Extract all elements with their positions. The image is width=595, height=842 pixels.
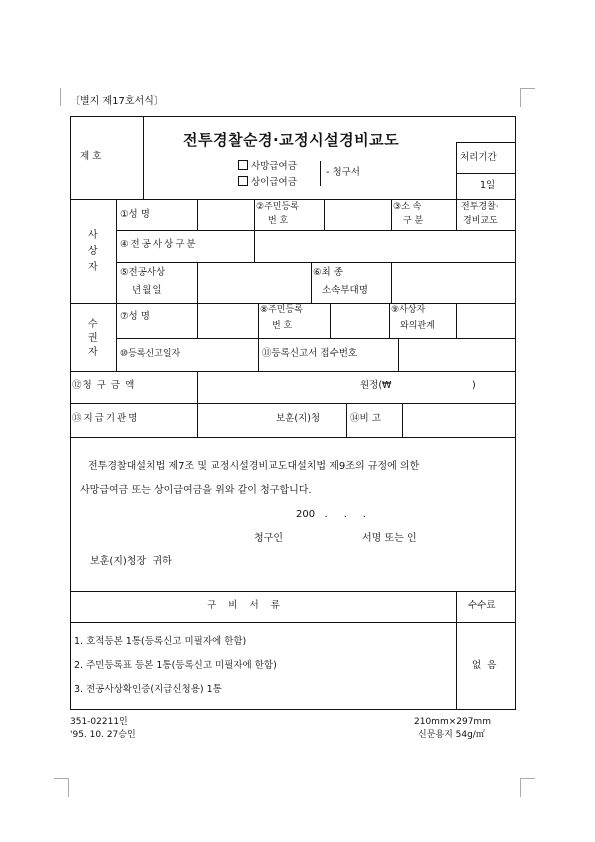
option-bracket bbox=[320, 161, 321, 186]
rule bbox=[70, 199, 516, 200]
rule bbox=[311, 262, 312, 303]
option-death-benefit[interactable]: 사망급여금 bbox=[238, 160, 297, 173]
applicant-section-label: 사상자 bbox=[88, 230, 98, 273]
claim-amount-label: ⑫청 구 금 액 bbox=[72, 380, 136, 391]
footer-paper: 신문용지 54g/㎡ bbox=[418, 730, 485, 740]
fee-value: 없 음 bbox=[472, 660, 497, 671]
casualty-type-label: ④전공사상구분 bbox=[120, 239, 198, 250]
fee-label: 수수료 bbox=[468, 600, 496, 611]
rule bbox=[391, 199, 392, 230]
rule bbox=[456, 142, 516, 143]
documents-header: 구 비 서 류 bbox=[207, 600, 280, 611]
crop-mark-bottom-right bbox=[520, 778, 535, 797]
applicant-affiliation-value: 전투경찰· bbox=[461, 202, 499, 212]
rule bbox=[258, 338, 259, 371]
rule bbox=[456, 591, 457, 710]
rule bbox=[70, 403, 516, 404]
rule bbox=[116, 199, 117, 371]
rule bbox=[70, 437, 516, 438]
applicant-affiliation-label: ③소 속 bbox=[393, 202, 422, 212]
rule bbox=[324, 199, 325, 230]
rule bbox=[70, 622, 516, 623]
rule bbox=[391, 262, 392, 303]
document-item: 2. 주민등록표 등본 1통(등록신고 미필자에 한함) bbox=[74, 660, 277, 671]
applicant-rrn-label-2: 번 호 bbox=[268, 216, 289, 226]
applicant-rrn-label: ②주민등록 bbox=[256, 202, 299, 212]
rule bbox=[116, 262, 516, 263]
rule bbox=[330, 303, 331, 338]
applicant-affiliation-value-2: 경비교도 bbox=[463, 216, 498, 226]
rule bbox=[456, 173, 516, 174]
crop-mark-top-right bbox=[520, 88, 535, 107]
rule bbox=[456, 142, 457, 199]
claim-amount-value: 원정(₩ bbox=[360, 380, 392, 391]
rule bbox=[402, 403, 403, 437]
agency-value: 보훈(지)청 bbox=[276, 413, 321, 424]
addressee: 보훈(지)청장 귀하 bbox=[90, 556, 172, 567]
form-number-label: 〔별지 제17호서식〕 bbox=[70, 96, 164, 107]
rule bbox=[389, 303, 390, 338]
rule bbox=[70, 371, 516, 372]
processing-period-value: 1일 bbox=[480, 180, 496, 191]
applicant-name-label: ①성 명 bbox=[120, 209, 150, 220]
checkbox-icon bbox=[238, 176, 248, 186]
crop-mark-top-left bbox=[60, 88, 69, 106]
rule bbox=[143, 116, 144, 199]
rule bbox=[197, 371, 198, 437]
final-unit-label-2: 소속부대명 bbox=[322, 285, 368, 296]
rule bbox=[197, 303, 198, 338]
document-item: 1. 호적등본 1통(등록신고 미필자에 한함) bbox=[74, 636, 247, 647]
footer-size: 210mm×297mm bbox=[414, 717, 491, 727]
final-unit-label: ⑥최 종 bbox=[313, 267, 343, 278]
claimant-label: 청구인 bbox=[254, 533, 283, 544]
report-date-label: ⑩등록신고일자 bbox=[120, 349, 181, 359]
agency-label: ⑬지급기관명 bbox=[72, 413, 140, 424]
recipient-rrn-label-2: 번 호 bbox=[272, 321, 293, 331]
option-injury-benefit[interactable]: 상이급여금 bbox=[238, 176, 297, 189]
recipient-rrn-label: ⑧주민등록 bbox=[260, 305, 303, 315]
relation-label: ⑨사상자 bbox=[391, 305, 426, 315]
rule bbox=[398, 338, 399, 371]
statement-line-2: 사망급여금 또는 상이급여금을 위와 같이 청구합니다. bbox=[80, 485, 312, 496]
rule bbox=[258, 303, 259, 338]
rule bbox=[116, 230, 516, 231]
claim-amount-close: ) bbox=[472, 380, 476, 391]
rule bbox=[116, 338, 516, 339]
form-title: 전투경찰순경·교정시설경비교도 bbox=[183, 131, 400, 149]
report-number-label: ⑪등록신고서 접수번호 bbox=[262, 348, 358, 359]
rule bbox=[70, 303, 516, 304]
processing-period-label: 처리기간 bbox=[460, 152, 497, 163]
document-item: 3. 전공사상확인증(지급신청용) 1통 bbox=[74, 684, 222, 695]
footer-approval: '95. 10. 27승인 bbox=[70, 730, 136, 740]
statement-line-1: 전투경찰대설치법 제7조 및 교정시설경비교도대설치법 제9조의 규정에 의한 bbox=[88, 461, 420, 472]
rule bbox=[346, 403, 347, 437]
document-number-label: 제 호 bbox=[80, 151, 102, 162]
casualty-date-label-2: 년월일 bbox=[132, 285, 163, 296]
footer-code: 351-02211인 bbox=[70, 717, 128, 727]
statement-date: 200 . . . bbox=[296, 509, 366, 520]
checkbox-icon bbox=[238, 160, 248, 170]
rule bbox=[70, 591, 516, 592]
form-title-suffix: - 청구서 bbox=[326, 167, 360, 178]
remarks-label: ⑭비 고 bbox=[350, 413, 381, 424]
rule bbox=[456, 199, 457, 230]
rule bbox=[456, 303, 457, 338]
recipient-name-label: ⑦성 명 bbox=[120, 311, 150, 322]
applicant-affiliation-label-2: 구 분 bbox=[403, 216, 424, 226]
relation-label-2: 와의관계 bbox=[400, 321, 435, 331]
recipient-section-label: 수권자 bbox=[88, 319, 98, 358]
signature-label: 서명 또는 인 bbox=[362, 533, 417, 544]
crop-mark-bottom-left bbox=[54, 778, 69, 797]
casualty-date-label: ⑤전공사상 bbox=[120, 267, 166, 278]
rule bbox=[197, 199, 198, 230]
rule bbox=[254, 199, 255, 262]
rule bbox=[197, 262, 198, 303]
